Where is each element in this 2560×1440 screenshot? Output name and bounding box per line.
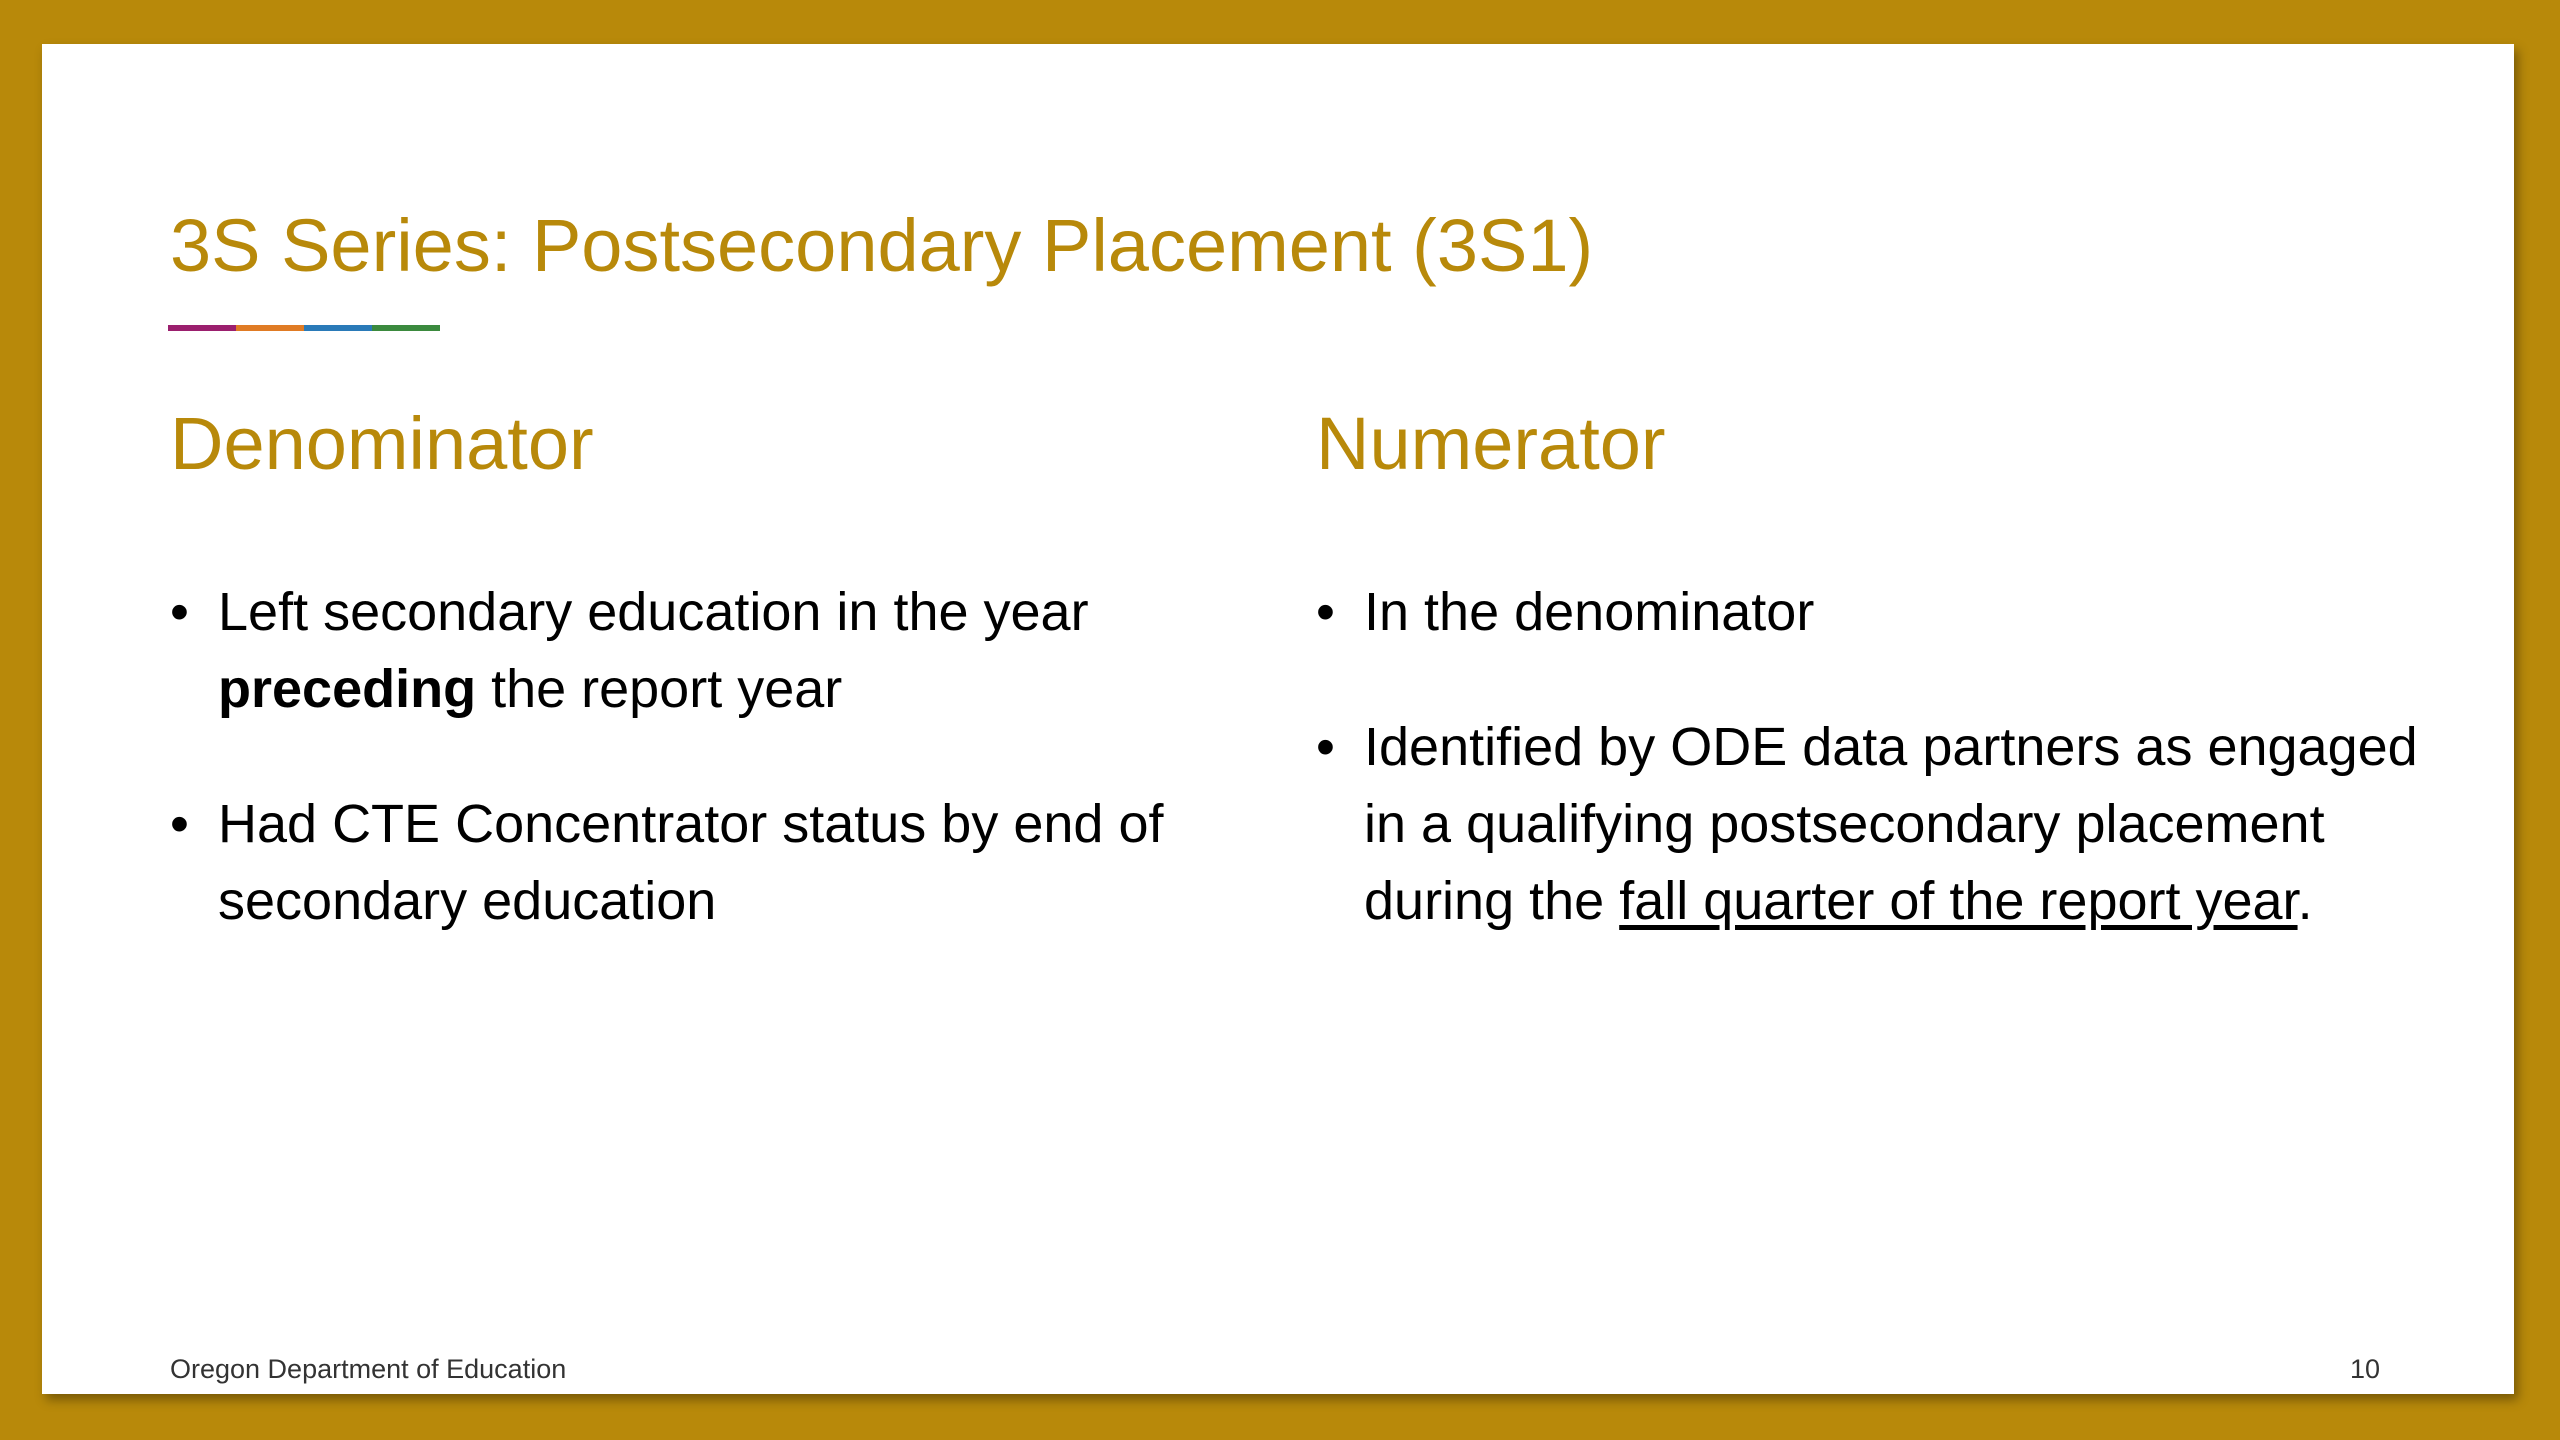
bullet-underlined-text: fall quarter of the report year: [1619, 871, 2298, 931]
title-accent-bar: [168, 325, 440, 331]
numerator-heading: Numerator: [1316, 402, 1666, 485]
accent-segment-orange: [236, 325, 304, 331]
accent-segment-blue: [304, 325, 372, 331]
accent-segment-magenta: [168, 325, 236, 331]
bullet-text: Identified by ODE data partners as engaged in a qualifying postsecondary placement during the: [1364, 717, 2418, 931]
footer-organization: Oregon Department of Education: [170, 1354, 567, 1384]
list-item: [1316, 709, 2446, 940]
bullet-bold-text: preceding: [218, 659, 477, 719]
bullet-text: .: [2297, 871, 2313, 931]
list-item: [170, 786, 1290, 940]
slide-title: 3S Series: Postsecondary Placement (3S1): [170, 204, 1594, 287]
bullet-text: Left secondary education in the year: [218, 582, 1089, 642]
bullet-text: the report year: [476, 659, 843, 719]
bullet-text: Had CTE Concentrator status by end of secondary education: [218, 794, 1164, 931]
numerator-list: [1316, 574, 2446, 998]
list-item: [1316, 574, 2446, 651]
denominator-list: [170, 574, 1290, 998]
bullet-text: In the denominator: [1364, 582, 1815, 642]
page-number: 10: [2349, 1354, 2380, 1384]
accent-segment-green: [372, 325, 440, 331]
denominator-heading: Denominator: [170, 402, 594, 485]
list-item: [170, 574, 1290, 728]
slide: [42, 44, 2514, 1394]
